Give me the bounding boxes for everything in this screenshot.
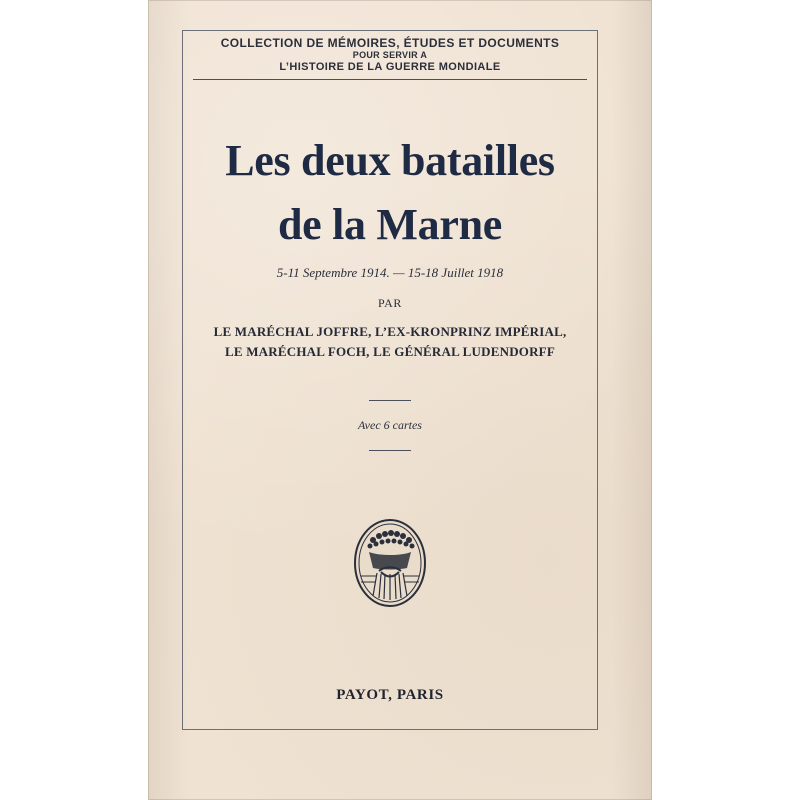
title-line-2: de la Marne: [278, 200, 502, 249]
authors-line-1: LE MARÉCHAL JOFFRE, L’EX-KRONPRINZ IMPÉRIAL,: [213, 324, 567, 339]
authors: [182, 322, 598, 362]
short-divider-bottom: [369, 450, 411, 451]
title-line-1: Les deux batailles: [225, 136, 555, 185]
short-divider-top: [369, 400, 411, 401]
series-line-3: L’HISTOIRE DE LA GUERRE MONDIALE: [279, 61, 501, 73]
wheat-sheaf-emblem-icon: [351, 516, 429, 610]
by-label: PAR: [377, 296, 403, 310]
series-header: [182, 36, 598, 74]
publisher: PAYOT, PARIS: [336, 687, 444, 703]
maps-note: Avec 6 cartes: [358, 418, 422, 432]
header-divider: [193, 79, 587, 80]
battle-dates: 5-11 Septembre 1914. — 15-18 Juillet 1918: [276, 265, 504, 280]
book-title: [182, 134, 598, 252]
series-line-2: POUR SERVIR A: [352, 50, 428, 60]
authors-line-2: LE MARÉCHAL FOCH, LE GÉNÉRAL LUDENDORFF: [225, 344, 555, 359]
series-line-1: COLLECTION DE MÉMOIRES, ÉTUDES ET DOCUMENTS: [220, 36, 560, 50]
